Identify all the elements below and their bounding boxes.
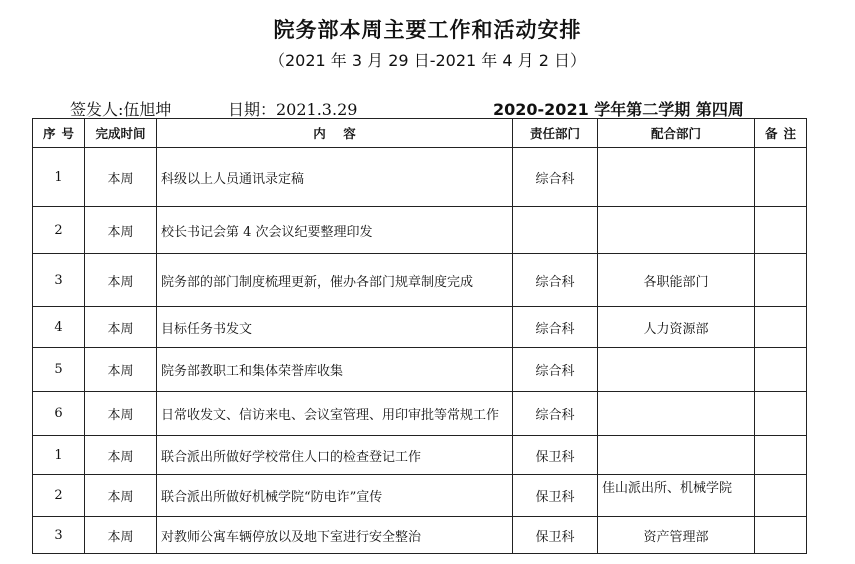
row-content: 联合派出所做好学校常住人口的检查登记工作 <box>157 436 513 475</box>
row-seq: 5 <box>33 348 85 392</box>
row-deadline: 本周 <box>85 436 157 475</box>
table-row <box>33 148 807 207</box>
row-seq: 2 <box>33 207 85 254</box>
row-dept: 综合科 <box>513 392 598 436</box>
row-dept: 保卫科 <box>513 517 598 554</box>
row-deadline: 本周 <box>85 254 157 307</box>
row-note <box>755 207 807 254</box>
row-seq: 3 <box>33 517 85 554</box>
row-deadline: 本周 <box>85 475 157 517</box>
row-deadline: 本周 <box>85 148 157 207</box>
row-content: 科级以上人员通讯录定稿 <box>157 148 513 207</box>
row-coop: 人力资源部 <box>598 307 755 348</box>
table-row <box>33 307 807 348</box>
document-date-range: （2021 年 3 月 29 日-2021 年 4 月 2 日） <box>269 51 586 70</box>
schedule-table <box>32 118 807 554</box>
table-header-row <box>33 119 807 148</box>
table-row <box>33 254 807 307</box>
row-content: 校长书记会第 4 次会议纪要整理印发 <box>157 207 513 254</box>
issue-date: 日期：2021.3.29 <box>228 100 358 119</box>
table-row <box>33 436 807 475</box>
row-seq: 4 <box>33 307 85 348</box>
header-deadline: 完成时间 <box>85 119 157 148</box>
table-row <box>33 475 807 517</box>
row-coop <box>598 207 755 254</box>
header-dept: 责任部门 <box>513 119 598 148</box>
row-coop <box>598 148 755 207</box>
row-note <box>755 436 807 475</box>
document-title: 院务部本周主要工作和活动安排 <box>273 18 582 42</box>
table-row <box>33 392 807 436</box>
row-dept: 综合科 <box>513 348 598 392</box>
row-seq: 1 <box>33 148 85 207</box>
row-dept <box>513 207 598 254</box>
semester-week: 2020-2021 学年第二学期 第四周 <box>493 100 744 119</box>
row-dept: 综合科 <box>513 254 598 307</box>
row-dept: 综合科 <box>513 307 598 348</box>
row-note <box>755 148 807 207</box>
row-coop: 佳山派出所、机械学院 <box>598 475 755 517</box>
header-seq: 序 号 <box>33 119 85 148</box>
row-note <box>755 517 807 554</box>
row-deadline: 本周 <box>85 348 157 392</box>
signer-label: 签发人:伍旭坤 <box>70 100 172 119</box>
row-content: 院务部教职工和集体荣誉库收集 <box>157 348 513 392</box>
row-content: 目标任务书发文 <box>157 307 513 348</box>
row-deadline: 本周 <box>85 307 157 348</box>
row-content: 对教师公寓车辆停放以及地下室进行安全整治 <box>157 517 513 554</box>
row-note <box>755 475 807 517</box>
row-seq: 6 <box>33 392 85 436</box>
row-content: 联合派出所做好机械学院“防电诈”宣传 <box>157 475 513 517</box>
header-note: 备 注 <box>755 119 807 148</box>
row-dept: 综合科 <box>513 148 598 207</box>
header-content: 内 容 <box>157 119 513 148</box>
row-note <box>755 307 807 348</box>
row-note <box>755 392 807 436</box>
row-note <box>755 348 807 392</box>
row-dept: 保卫科 <box>513 475 598 517</box>
row-coop <box>598 392 755 436</box>
table-row <box>33 348 807 392</box>
table-row <box>33 517 807 554</box>
row-deadline: 本周 <box>85 392 157 436</box>
row-deadline: 本周 <box>85 207 157 254</box>
table-row <box>33 207 807 254</box>
row-seq: 3 <box>33 254 85 307</box>
row-dept: 保卫科 <box>513 436 598 475</box>
row-coop <box>598 436 755 475</box>
row-seq: 1 <box>33 436 85 475</box>
row-seq: 2 <box>33 475 85 517</box>
row-coop <box>598 348 755 392</box>
row-content: 院务部的部门制度梳理更新，催办各部门规章制度完成 <box>157 254 513 307</box>
row-coop: 资产管理部 <box>598 517 755 554</box>
row-coop: 各职能部门 <box>598 254 755 307</box>
header-coop: 配合部门 <box>598 119 755 148</box>
row-deadline: 本周 <box>85 517 157 554</box>
row-note <box>755 254 807 307</box>
row-content: 日常收发文、信访来电、会议室管理、用印审批等常规工作 <box>157 392 513 436</box>
